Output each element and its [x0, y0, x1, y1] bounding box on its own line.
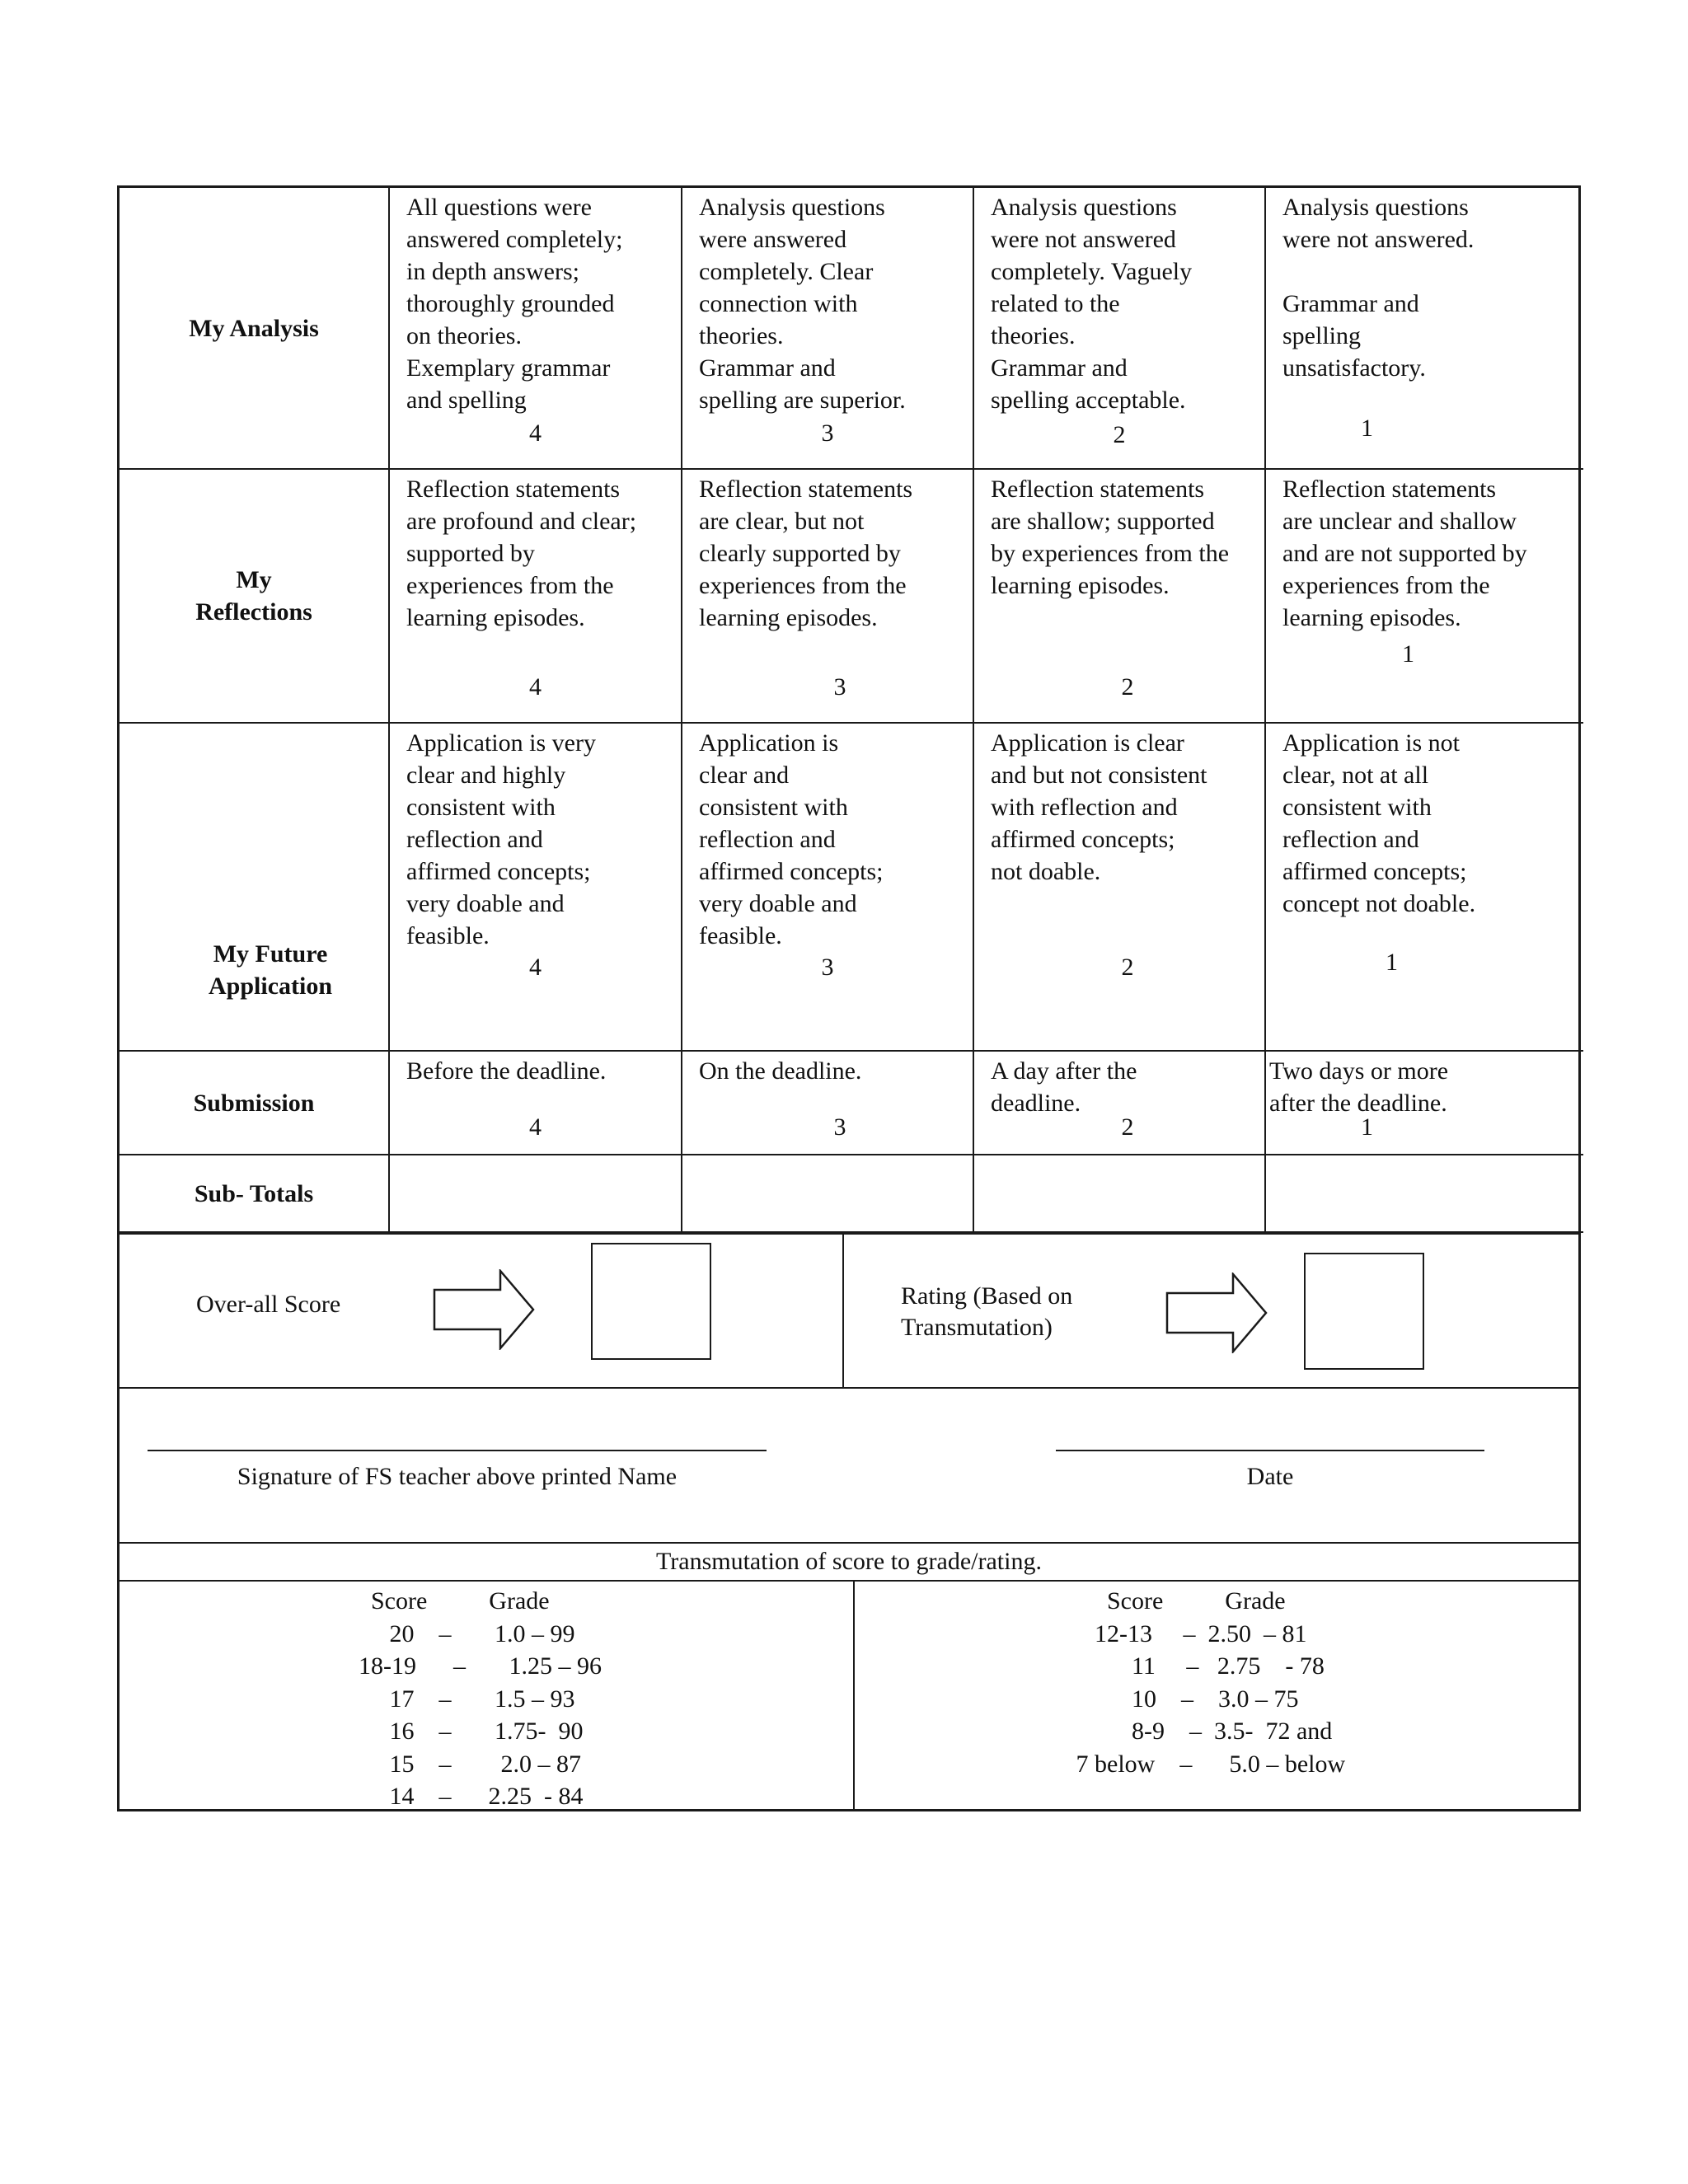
level-score: 4: [529, 419, 542, 447]
transmutation-line: 8-9 – 3.5- 72 and: [1057, 1718, 1333, 1745]
level-cell: [1265, 723, 1583, 1051]
criterion-label: Submission: [120, 1051, 389, 1155]
subtotal-cell[interactable]: [973, 1155, 1265, 1232]
transmutation-line: 17 – 1.5 – 93: [321, 1685, 575, 1713]
level-description: Application is very clear and highly consistent with reflection and affirmed concepts; very doable and feasible.: [406, 729, 596, 949]
level-score: 3: [821, 419, 834, 447]
level-score: 4: [529, 954, 542, 981]
level-description: Two days or more after the deadline.: [1269, 1057, 1449, 1117]
level-description: Reflection statements are shallow; supported by experiences from the learning episodes.: [991, 476, 1230, 599]
transmutation-line: Score Grade: [321, 1587, 550, 1615]
level-score: 4: [529, 1113, 542, 1141]
transmutation-title: Transmutation of score to grade/rating.: [120, 1542, 1578, 1582]
level-cell: [389, 188, 682, 469]
level-cell: [389, 469, 682, 723]
rating-box[interactable]: [1304, 1253, 1424, 1370]
level-description: A day after the deadline.: [991, 1057, 1137, 1117]
transmutation-line: 20 – 1.0 – 99: [321, 1619, 575, 1647]
rubric-row-future-application: [120, 723, 1583, 1051]
level-cell: [682, 723, 973, 1051]
level-description: Reflection statements are clear, but not clearly supported by experiences from the learning episodes.: [699, 476, 913, 631]
rubric-document: [117, 185, 1581, 1811]
overall-score-label: Over-all Score: [196, 1291, 341, 1318]
rubric-row-submission: [120, 1051, 1583, 1155]
level-cell: [682, 1051, 973, 1155]
date-line[interactable]: [1056, 1450, 1484, 1451]
rubric-row-analysis: [120, 188, 1583, 469]
level-score: 1: [1361, 415, 1373, 442]
rubric-table: [120, 188, 1583, 1233]
criterion-label: My Future Application: [120, 723, 389, 1051]
transmutation-line: 18-19 – 1.25 – 96: [321, 1652, 602, 1680]
level-description: Analysis questions were not answered. Grammar and spelling unsatisfactory.: [1282, 194, 1475, 382]
rubric-row-subtotals: [120, 1155, 1583, 1232]
level-description: Application is clear and but not consistent with reflection and affirmed concepts; not doable.: [991, 729, 1207, 885]
rating-label: Rating (Based on Transmutation): [901, 1282, 1073, 1341]
level-description: Reflection statements are profound and clear; supported by experiences from the learning episodes.: [406, 476, 637, 631]
criterion-label: My Analysis: [120, 188, 389, 469]
level-cell: [973, 1051, 1265, 1155]
level-score: 3: [821, 954, 834, 981]
date-caption: Date: [1246, 1463, 1294, 1490]
signature-row: [120, 1387, 1578, 1542]
level-cell: [1265, 188, 1583, 469]
level-score: 1: [1361, 1113, 1373, 1141]
transmutation-line: 7 below – 5.0 – below: [1057, 1750, 1346, 1778]
overall-score-box[interactable]: [591, 1243, 711, 1360]
transmutation-line: 10 – 3.0 – 75: [1057, 1685, 1299, 1713]
level-description: On the deadline.: [699, 1057, 862, 1085]
level-description: Analysis questions were not answered completely. Vaguely related to the theories. Grammar and spelling acceptable.: [991, 194, 1193, 414]
level-cell: [973, 723, 1265, 1051]
level-cell: [973, 469, 1265, 723]
transmutation-line: 12-13 – 2.50 – 81: [1057, 1619, 1307, 1647]
level-score: 3: [833, 673, 846, 701]
level-score: 4: [529, 673, 542, 701]
transmutation-line: 16 – 1.75- 90: [321, 1718, 584, 1745]
level-description: Analysis questions were answered completely. Clear connection with theories. Grammar and spelling are superior.: [699, 194, 906, 414]
transmutation-line: Score Grade: [1057, 1587, 1286, 1615]
right-arrow-icon: [1165, 1272, 1269, 1353]
level-cell: [1265, 1051, 1583, 1155]
level-description: Application is clear and consistent with reflection and affirmed concepts; very doable and feasible.: [699, 729, 884, 949]
level-score: 2: [1121, 954, 1134, 981]
level-description: Reflection statements are unclear and shallow and are not supported by experiences from the learning episodes.: [1282, 476, 1527, 631]
rubric-row-reflections: [120, 469, 1583, 723]
column-divider: [842, 1235, 844, 1387]
transmutation-line: 11 – 2.75 - 78: [1057, 1652, 1325, 1680]
transmutation-table: [120, 1582, 1578, 1809]
level-score: 2: [1121, 673, 1134, 701]
level-cell: [682, 469, 973, 723]
level-cell: [973, 188, 1265, 469]
transmutation-line: 15 – 2.0 – 87: [321, 1750, 581, 1778]
level-score: 2: [1113, 421, 1126, 448]
subtotal-cell[interactable]: [389, 1155, 682, 1232]
level-cell: [1265, 469, 1583, 723]
level-description: Before the deadline.: [406, 1057, 607, 1085]
level-description: All questions were answered completely; in depth answers; thoroughly grounded on theories. Exemplary grammar and spelling: [406, 194, 623, 414]
level-score: 3: [833, 1113, 846, 1141]
level-cell: [389, 723, 682, 1051]
level-score: 1: [1386, 949, 1398, 976]
criterion-label: Sub- Totals: [120, 1155, 389, 1232]
transmutation-right-column: [1057, 1585, 1345, 1780]
transmutation-left-column: [321, 1585, 602, 1813]
criterion-label: My Reflections: [120, 469, 389, 723]
level-cell: [682, 188, 973, 469]
transmutation-line: 14 – 2.25 - 84: [321, 1783, 584, 1810]
level-cell: [389, 1051, 682, 1155]
subtotal-cell[interactable]: [682, 1155, 973, 1232]
right-arrow-icon: [433, 1269, 537, 1350]
signature-line[interactable]: [148, 1450, 767, 1451]
level-score: 2: [1121, 1113, 1134, 1141]
subtotal-cell[interactable]: [1265, 1155, 1583, 1232]
level-description: Application is not clear, not at all consistent with reflection and affirmed concepts; concept not doable.: [1282, 729, 1476, 917]
column-divider: [853, 1582, 855, 1809]
signature-caption: Signature of FS teacher above printed Name: [237, 1463, 678, 1490]
level-score: 1: [1402, 640, 1414, 668]
overall-score-row: [120, 1233, 1578, 1387]
